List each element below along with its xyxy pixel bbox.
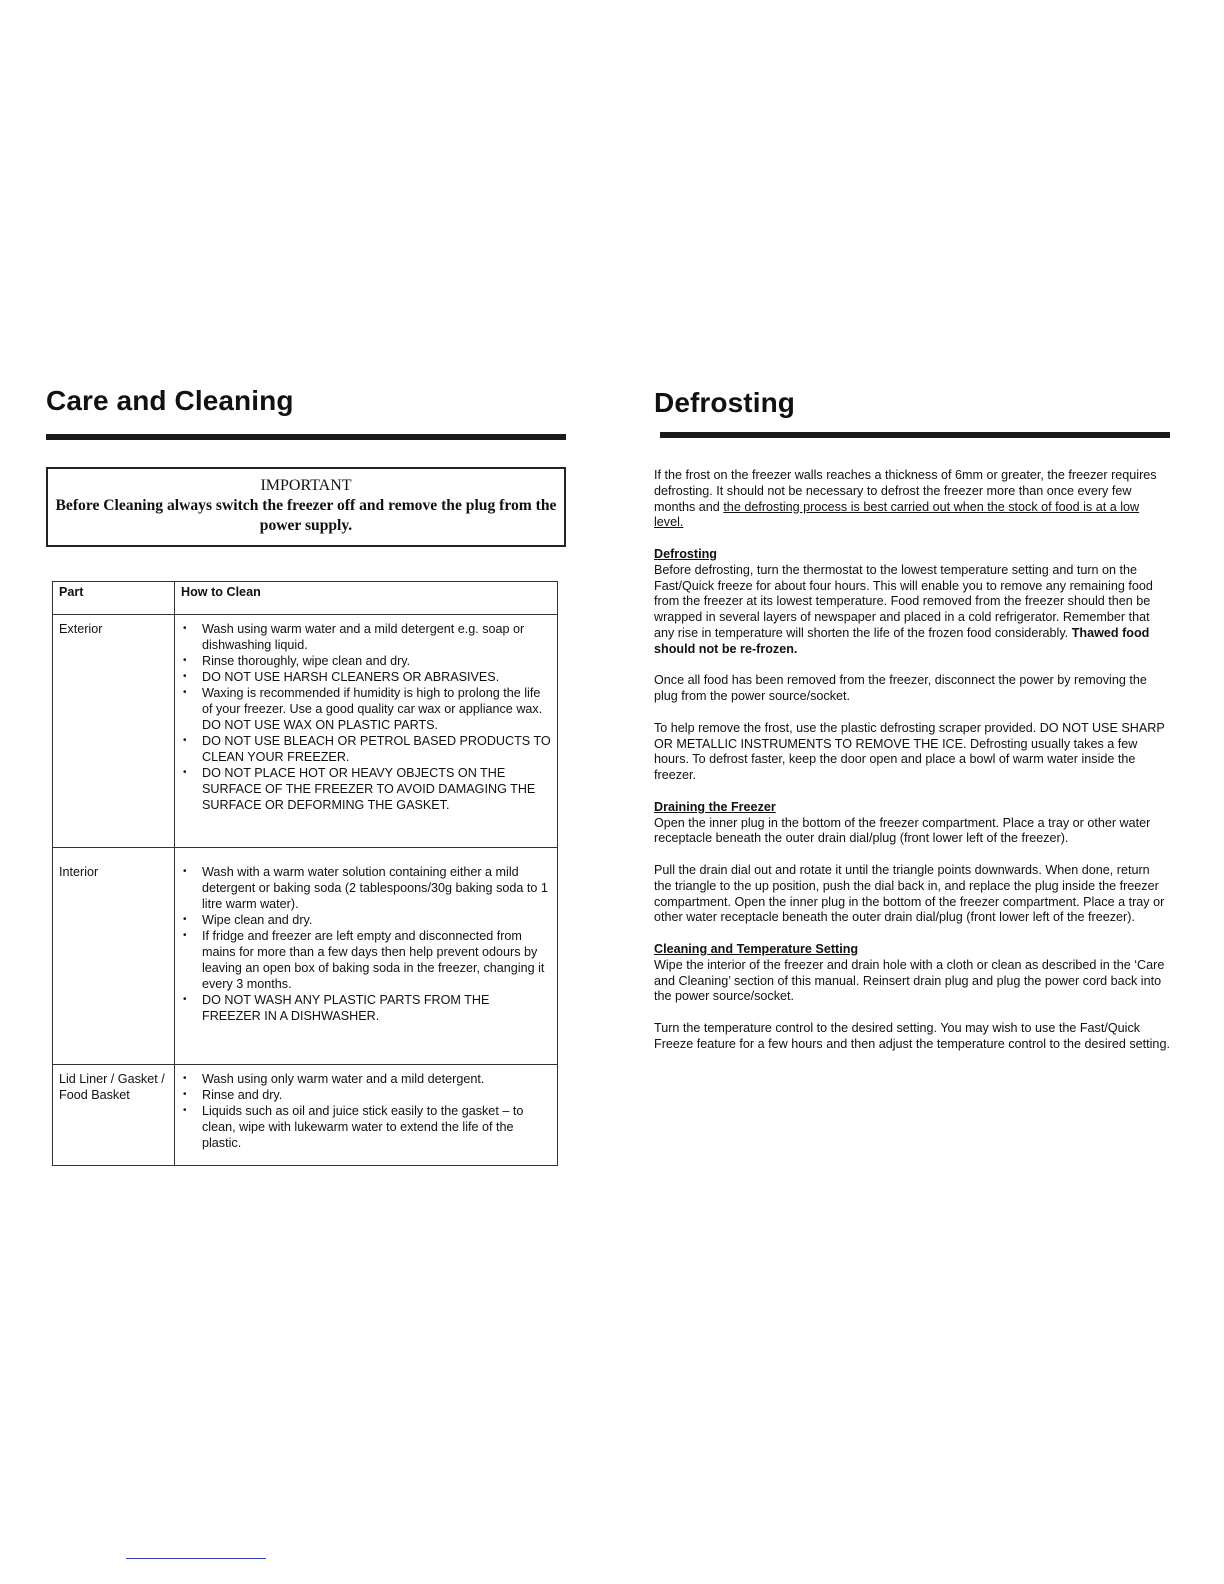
- list-item: • Rinse and dry.: [181, 1087, 551, 1103]
- intro-paragraph: [654, 468, 1170, 531]
- part-cell: Lid Liner / Gasket / Food Basket: [53, 1065, 175, 1166]
- list-item: • DO NOT USE HARSH CLEANERS OR ABRASIVES.: [181, 669, 551, 685]
- draining-text: Open the inner plug in the bottom of the freezer compartment. Place a tray or other water receptacle beneath the outer drain dial/plug (front lower left of the freezer).: [654, 815, 1151, 846]
- care-cleaning-title: Care and Cleaning: [46, 385, 294, 416]
- defrosting-paragraph: [654, 547, 1170, 658]
- disconnect-paragraph: Once all food has been removed from the freezer, disconnect the power by removing the plug from the power source/socket.: [654, 673, 1147, 704]
- cleaning-temp-heading: Cleaning and Temperature Setting: [654, 941, 859, 956]
- important-text: Before Cleaning always switch the freezer off and remove the plug from the power supply.: [55, 497, 557, 534]
- list-item: • Wash with a warm water solution containing either a mild detergent or baking soda (2 tablespoons/30g baking soda to 1 litre warm water).: [181, 864, 551, 912]
- table-row: [53, 1065, 558, 1166]
- list-item: • DO NOT USE BLEACH OR PETROL BASED PRODUCTS TO CLEAN YOUR FREEZER.: [181, 733, 551, 765]
- part-cell: Interior: [53, 848, 175, 1065]
- title-divider: [660, 432, 1170, 438]
- defrosting-text: Before defrosting, turn the thermostat to the lowest temperature setting and turn on the Fast/Quick freeze for about four hours. This will enable you to remove any remaining food from the freezer at its lowest temperature. Food removed from the freezer should then be wrapped in several layers of newspaper and placed in a cold refrigerator. Remember that any rise in temperature will shorten the life of the frozen food considerably.: [654, 562, 1153, 640]
- scraper-paragraph: To help remove the frost, use the plastic defrosting scraper provided. DO NOT USE SHARP OR METALLIC INSTRUMENTS TO REMOVE THE ICE. Defrosting usually takes a few hours. To defrost faster, keep the door open and place a bowl of warm water inside the freezer.: [654, 720, 1165, 783]
- list-item: • Wash using only warm water and a mild detergent.: [181, 1071, 551, 1087]
- title-divider: [46, 434, 566, 440]
- defrosting-title: Defrosting: [654, 387, 795, 418]
- how-cell: [175, 1065, 558, 1166]
- how-cell: [175, 615, 558, 848]
- table-header-row: [53, 582, 558, 615]
- header-how-to-clean: How to Clean: [175, 582, 558, 615]
- defrosting-warning: Thawed food should not be re-frozen.: [654, 625, 1150, 656]
- cleaning-temp-text: Wipe the interior of the freezer and drain hole with a cloth or clean as described in the ‘Care and Cleaning’ section of this manual. Reinsert drain plug and plug the power cord back into the power source/socket.: [654, 957, 1165, 1004]
- cleaning-temp-paragraph: [654, 942, 1170, 1005]
- draining-paragraph: [654, 800, 1170, 847]
- part-cell: Exterior: [53, 615, 175, 848]
- table-row: [53, 615, 558, 848]
- how-cell: [175, 848, 558, 1065]
- list-item: • Rinse thoroughly, wipe clean and dry.: [181, 653, 551, 669]
- list-item: • If fridge and freezer are left empty and disconnected from mains for more than a few days then help prevent odours by leaving an open box of baking soda in the freezer, changing it every 3 months.: [181, 928, 551, 992]
- bullet-list: [181, 864, 551, 1024]
- header-part: Part: [53, 582, 175, 615]
- drain-dial-paragraph: Pull the drain dial out and rotate it until the triangle points downwards. When done, return the triangle to the up position, push the dial back in, and replace the plug inside the freezer compartment. Open the inner plug in the bottom of the freezer compartment. Place a tray or other water receptacle beneath the outer drain dial/plug (front lower left of the freezer).: [654, 862, 1165, 925]
- intro-text: If the frost on the freezer walls reaches a thickness of 6mm or greater, the freezer requires defrosting. It should not be necessary to defrost the freezer more than once every few months and: [654, 468, 1157, 514]
- list-item: • DO NOT PLACE HOT OR HEAVY OBJECTS ON THE SURFACE OF THE FREEZER TO AVOID DAMAGING THE SURFACE OR DEFORMING THE GASKET.: [181, 765, 551, 813]
- list-item: • Wipe clean and dry.: [181, 912, 551, 928]
- list-item: • Liquids such as oil and juice stick easily to the gasket – to clean, wipe with lukewarm water to extend the life of the plastic.: [181, 1103, 551, 1151]
- bullet-list: [181, 1071, 551, 1151]
- defrosting-body: [654, 468, 1170, 1052]
- draining-heading: Draining the Freezer: [654, 799, 776, 814]
- intro-underlined-text: the defrosting process is best carried out when the stock of food is at a low level.: [654, 499, 1140, 530]
- list-item: • Wash using warm water and a mild detergent e.g. soap or dishwashing liquid.: [181, 621, 551, 653]
- list-item: • DO NOT WASH ANY PLASTIC PARTS FROM THE FREEZER IN A DISHWASHER.: [181, 992, 551, 1024]
- table-row: [53, 848, 558, 1065]
- temp-control-paragraph: Turn the temperature control to the desired setting. You may wish to use the Fast/Quick Freeze feature for a few hours and then adjust the temperature control to the desired setting.: [654, 1020, 1170, 1051]
- list-item: • Waxing is recommended if humidity is high to prolong the life of your freezer. Use a good quality car wax or appliance wax. DO NOT USE WAX ON PLASTIC PARTS.: [181, 685, 551, 733]
- bottom-link-line: [126, 1558, 266, 1559]
- important-heading: IMPORTANT: [260, 477, 352, 494]
- bullet-list: [181, 621, 551, 813]
- defrosting-heading: Defrosting: [654, 546, 717, 561]
- care-cleaning-section: [46, 384, 568, 1166]
- defrosting-section: [654, 386, 1170, 1068]
- important-notice: [46, 467, 566, 547]
- cleaning-table: [52, 581, 558, 1166]
